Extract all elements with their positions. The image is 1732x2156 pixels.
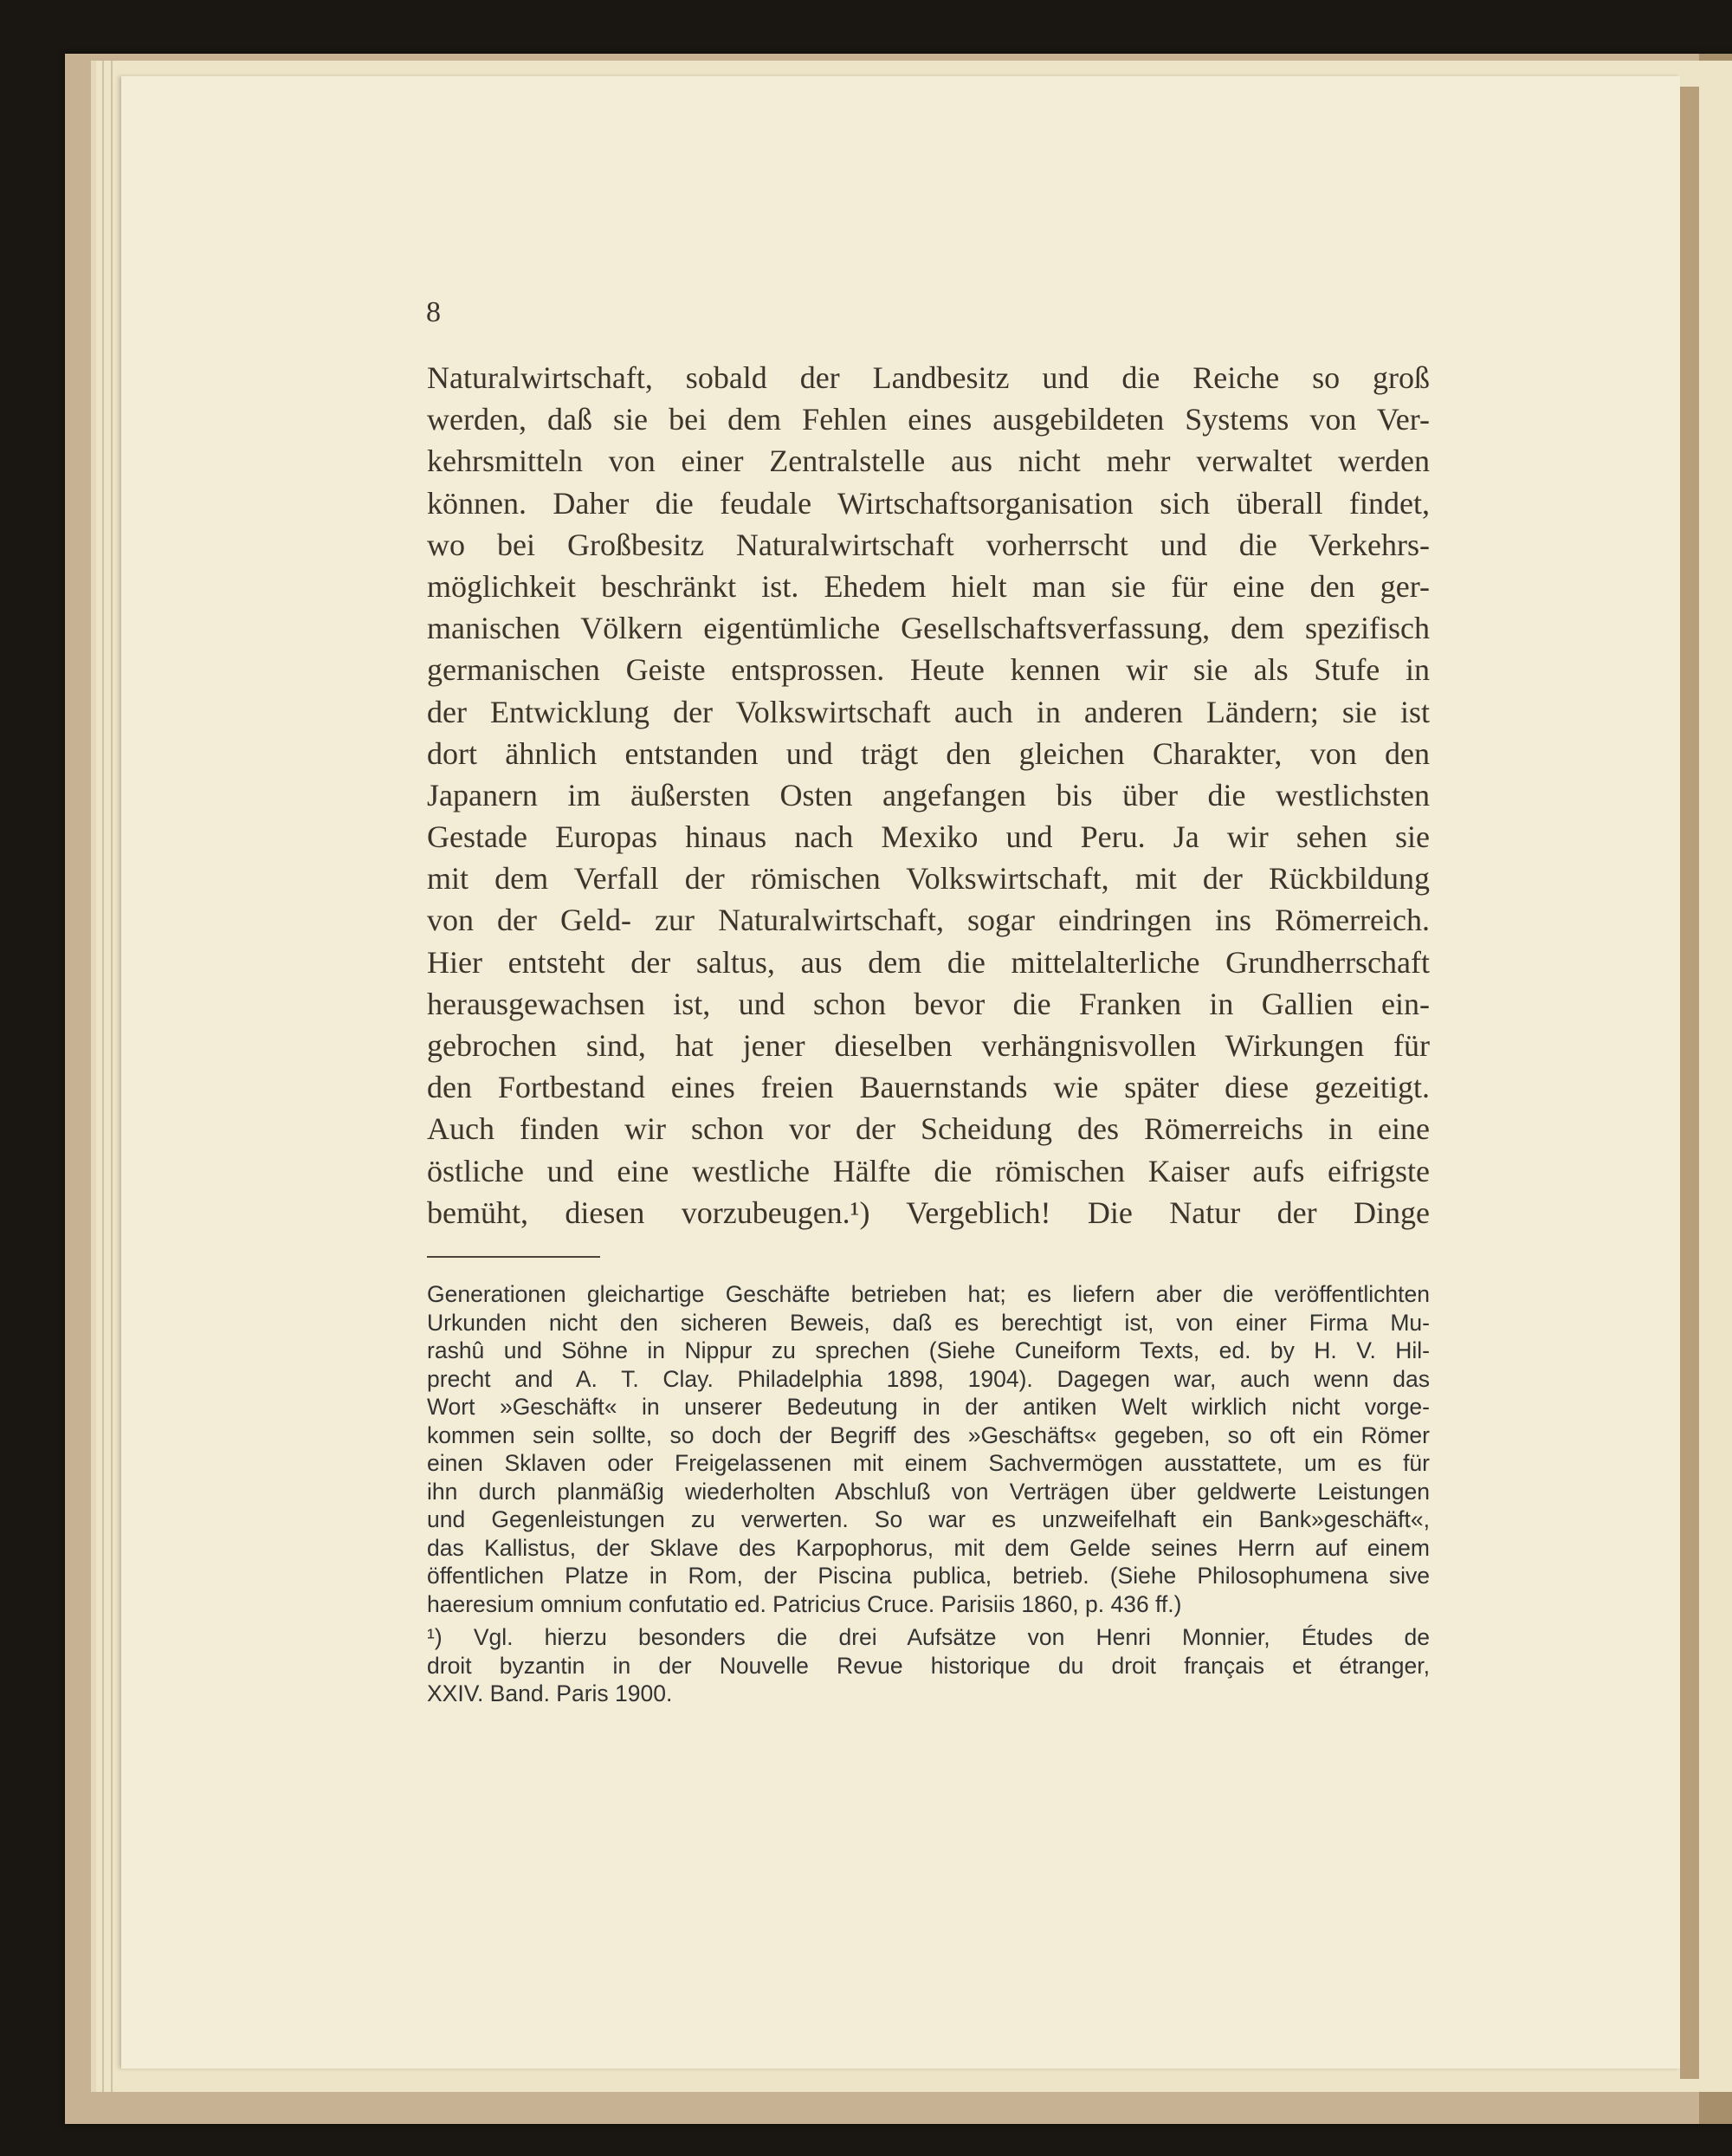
body-text <box>427 357 1430 1233</box>
text-line: Naturalwirtschaft, sobald der Landbesitz und die Reiche so groß <box>427 360 1430 395</box>
text-line: von der Geld- zur Naturalwirtschaft, sogar eindringen ins Römerreich. <box>427 903 1430 938</box>
footnote-1-line: ¹) Vgl. hierzu besonders die drei Aufsätze von Henri Monnier, Études de <box>427 1624 1430 1650</box>
text-line: dort ähnlich entstanden und trägt den gleichen Charakter, von den <box>427 735 1430 771</box>
text-line: wo bei Großbesitz Naturalwirtschaft vorherrscht und die Verkehrs- <box>427 527 1430 562</box>
footnote-1-line: droit byzantin in der Nouvelle Revue historique du droit français et étranger, <box>427 1652 1430 1679</box>
footnote-line: einen Sklaven oder Freigelassenen mit einem Sachvermögen ausstattete, um es für <box>427 1450 1430 1476</box>
footnote-line: öffentlichen Platze in Rom, der Piscina publica, betrieb. (Siehe Philosophumena sive <box>427 1563 1430 1589</box>
text-line: gebrochen sind, hat jener dieselben verhängnisvollen Wirkungen für <box>427 1028 1430 1063</box>
footnote-line: ihn durch planmäßig wiederholten Abschluß von Verträgen über geldwerte Leistungen <box>427 1478 1430 1505</box>
page-edge-line <box>102 61 104 2092</box>
footnotes <box>427 1280 1430 1708</box>
footnote-line: Urkunden nicht den sicheren Beweis, daß es berechtigt ist, von einer Firma Mu- <box>427 1309 1430 1336</box>
text-line: bemüht, diesen vorzubeugen.¹) Vergeblich! Die Natur der Dinge <box>427 1195 1430 1230</box>
text-line: kehrsmitteln von einer Zentralstelle aus nicht mehr verwaltet werden <box>427 444 1430 479</box>
footnote-rule <box>427 1256 600 1258</box>
footnote-line: kommen sein sollte, so doch der Begriff des »Geschäfts« gegeben, so oft ein Römer <box>427 1421 1430 1448</box>
page-number: 8 <box>426 296 441 328</box>
footnote-line: Generationen gleichartige Geschäfte betrieben hat; es liefern aber die veröffentlichten <box>427 1281 1430 1307</box>
text-line: werden, daß sie bei dem Fehlen eines ausgebildeten Systems von Ver- <box>427 402 1430 437</box>
footnote-line: precht and A. T. Clay. Philadelphia 1898, 1904). Dagegen war, auch wenn das <box>427 1365 1430 1392</box>
text-line: herausgewachsen ist, und schon bevor die Franken in Gallien ein- <box>427 986 1430 1021</box>
text-line: östliche und eine westliche Hälfte die römischen Kaiser aufs eifrigste <box>427 1153 1430 1188</box>
text-line: den Fortbestand eines freien Bauernstands wie später diese gezeitigt. <box>427 1070 1430 1105</box>
page-right-edge <box>1680 87 1699 2079</box>
text-line: möglichkeit beschränkt ist. Ehedem hielt man sie für eine den ger- <box>427 568 1430 604</box>
text-line: Gestade Europas hinaus nach Mexiko und Peru. Ja wir sehen sie <box>427 819 1430 855</box>
text-line: Japanern im äußersten Osten angefangen bis über die westlichsten <box>427 777 1430 813</box>
text-line: Auch finden wir schon vor der Scheidung des Römerreichs in eine <box>427 1111 1430 1147</box>
page-edge-line <box>111 61 113 2092</box>
text-line: manischen Völkern eigentümliche Gesellschaftsverfassung, dem spezifisch <box>427 611 1430 646</box>
text-line: können. Daher die feudale Wirtschaftsorganisation sich überall findet, <box>427 485 1430 521</box>
text-line: mit dem Verfall der römischen Volkswirtschaft, mit der Rückbildung <box>427 861 1430 897</box>
footnote-line: rashû und Söhne in Nippur zu sprechen (Siehe Cuneiform Texts, ed. by H. V. Hil- <box>427 1337 1430 1363</box>
footnote-1-line: XXIV. Band. Paris 1900. <box>427 1680 673 1706</box>
footnote-line: und Gegenleistungen zu verwerten. So war es unzweifelhaft ein Bank»geschäft«, <box>427 1506 1430 1532</box>
text-line: Hier entsteht der saltus, aus dem die mittelalterliche Grundherrschaft <box>427 944 1430 980</box>
footnote-line: Wort »Geschäft« in unserer Bedeutung in der antiken Welt wirklich nicht vorge- <box>427 1394 1430 1420</box>
text-line: der Entwicklung der Volkswirtschaft auch in anderen Ländern; sie ist <box>427 694 1430 729</box>
text-line: germanischen Geiste entsprossen. Heute kennen wir sie als Stufe in <box>427 652 1430 688</box>
footnote-line: das Kallistus, der Sklave des Karpophorus, mit dem Gelde seines Herrn auf einem <box>427 1534 1430 1561</box>
footnote-line: haeresium omnium confutatio ed. Patricius Cruce. Parisiis 1860, p. 436 ff.) <box>427 1590 1182 1617</box>
